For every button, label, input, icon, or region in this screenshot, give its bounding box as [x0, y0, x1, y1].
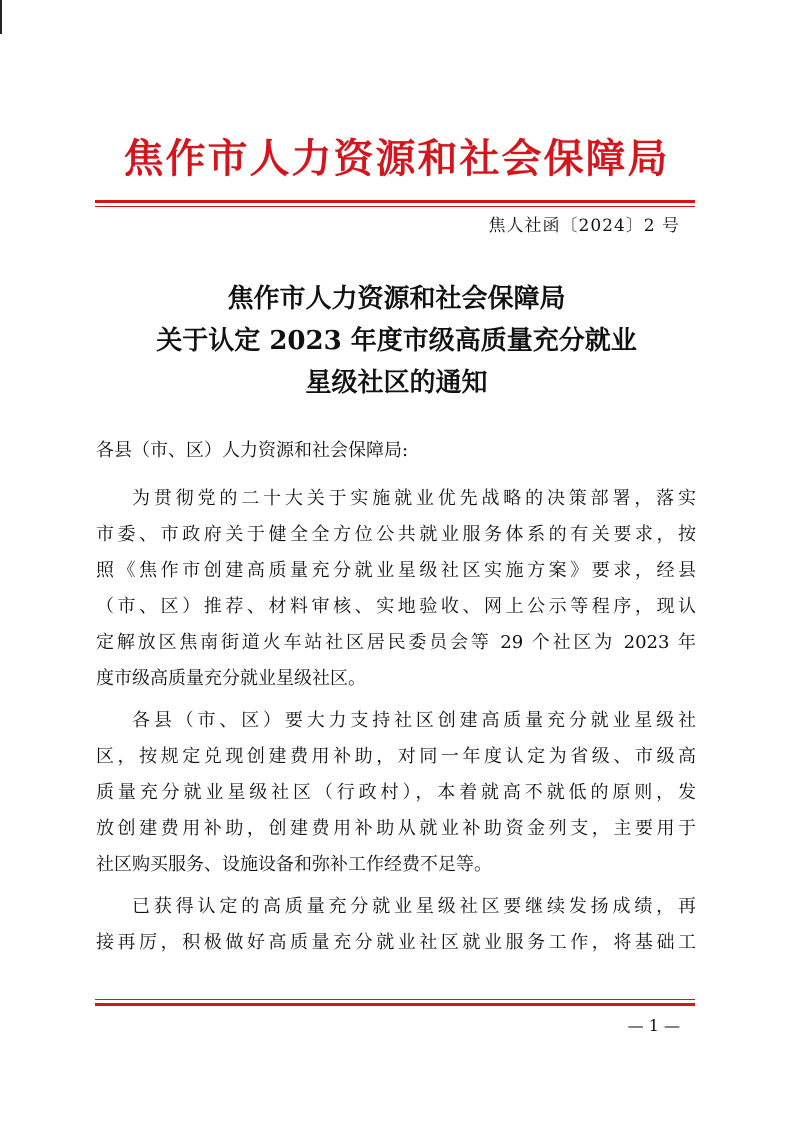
- body-text: [96, 481, 696, 967]
- scan-edge-mark: [0, 0, 2, 34]
- paragraph-line: 各县（市、区）要大力支持社区创建高质量充分就业星级社: [132, 710, 696, 731]
- document-title: [0, 278, 793, 404]
- paragraph-line: （市、区）推荐、材料审核、实地验收、网上公示等程序，现认: [96, 596, 696, 617]
- page-number: — 1 —: [627, 1016, 680, 1035]
- paragraph-line: 接再厉，积极做好高质量充分就业社区就业服务工作，将基础工: [96, 932, 696, 953]
- paragraph-line: 定解放区焦南街道火车站社区居民委员会等 29 个社区为 2023 年: [96, 632, 696, 653]
- org-header: 焦作市人力资源和社会保障局: [123, 135, 670, 182]
- title-line-2: 关于认定 2023 年度市级高质量充分就业: [156, 326, 637, 356]
- title-line-3: 星级社区的通知: [305, 368, 488, 398]
- paragraph-3: [96, 889, 696, 961]
- footer-rule-thick: [95, 1003, 695, 1006]
- paragraph-line: 已获得认定的高质量充分就业星级社区要继续发扬成绩，再: [132, 896, 696, 917]
- title-line-1: 焦作市人力资源和社会保障局: [227, 284, 566, 314]
- salutation: 各县（市、区）人力资源和社会保障局:: [96, 440, 409, 461]
- paragraph-line: 照《焦作市创建高质量充分就业星级社区实施方案》要求，经县: [96, 560, 696, 581]
- paragraph-line: 放创建费用补助，创建费用补助从就业补助资金列支，主要用于: [96, 818, 696, 839]
- paragraph-line: 社区购买服务、设施设备和弥补工作经费不足等。: [96, 854, 492, 875]
- header-rule-thin: [95, 206, 695, 207]
- footer-rule-thin: [95, 999, 695, 1000]
- paragraph-2: [96, 703, 696, 883]
- paragraph-line: 度市级高质量充分就业星级社区。: [96, 668, 366, 689]
- document-number: 焦人社函〔2024〕2 号: [488, 216, 680, 236]
- paragraph-line: 市委、市政府关于健全全方位公共就业服务体系的有关要求，按: [96, 524, 696, 545]
- header-rule-thick: [95, 200, 695, 203]
- paragraph-line: 质量充分就业星级社区（行政村），本着就高不就低的原则，发: [96, 782, 696, 803]
- paragraph-line: 为贯彻党的二十大关于实施就业优先战略的决策部署，落实: [132, 488, 696, 509]
- paragraph-line: 区，按规定兑现创建费用补助，对同一年度认定为省级、市级高: [96, 746, 696, 767]
- paragraph-1: [96, 481, 696, 697]
